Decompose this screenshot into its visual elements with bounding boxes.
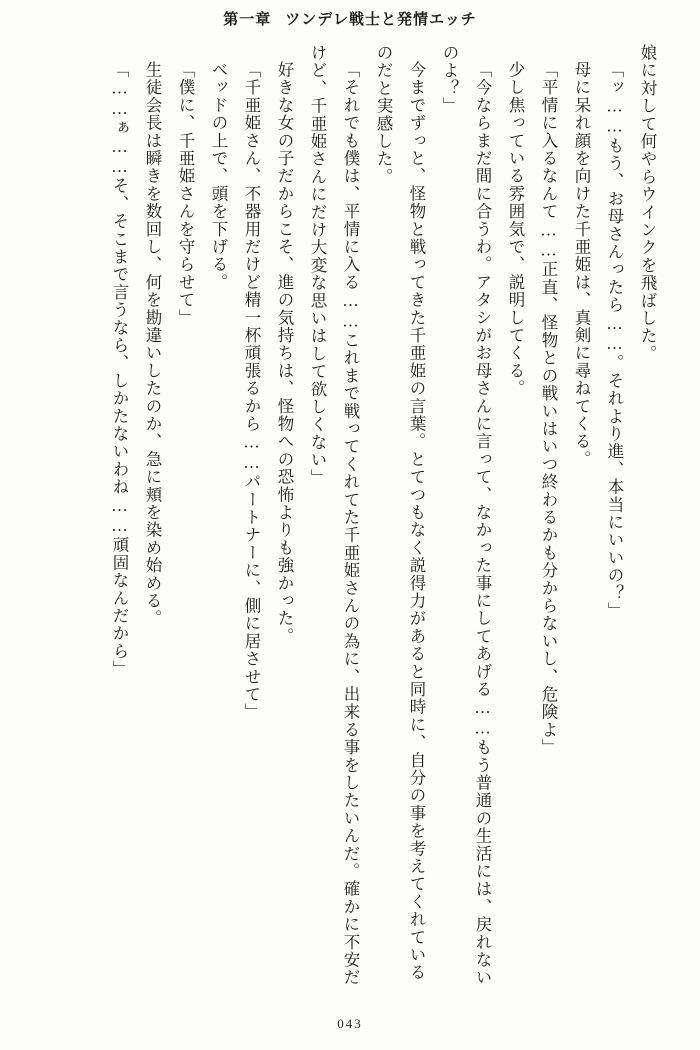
paragraph: ベッドの上で、頭を下げる。: [209, 60, 228, 291]
paragraph: 母に呆れ顔を向けた千亜姫は、真剣に尋ねてくる。: [572, 60, 591, 468]
paragraph: 少し焦っている雰囲気で、説明してくる。: [506, 60, 525, 397]
chapter-title: ツンデレ戦士と発情エッチ: [285, 12, 477, 28]
paragraph: 今までずっと、怪物と戦ってきた千亜姫の言葉。とてつもなく説得力があると同時に、自分の事を考えてくれているのだと実感した。: [374, 44, 426, 981]
paragraph: 娘に対して何やらウインクを飛ばした。: [638, 44, 657, 363]
paragraph: 「千亜姫さん、不器用だけど精一杯頑張るから……パートナーに、側に居させて」: [242, 60, 261, 721]
running-head: [0, 8, 700, 29]
paragraph: 「平情に入るなんて……正直、怪物との戦いはいつ終わるかも分からないし、危険よ」: [539, 60, 558, 756]
header-divider: [40, 30, 660, 31]
chapter-number: 第一章: [223, 12, 272, 28]
paragraph: 「僕に、千亜姫さんを守らせて」: [176, 60, 195, 326]
page-number: 043: [337, 1016, 363, 1031]
paragraph: 「……ぁ……そ、そこまで言うなら、しかたないわね……頑固なんだから」: [110, 60, 129, 678]
paragraph: 「今ならまだ間に合うわ。アタシがお母さんに言って、なかった事にしてあげる……もう普通の生活には、戻れないのよ？」: [440, 44, 492, 986]
paragraph: 生徒会長は瞬きを数回し、何を勘違いしたのか、急に頬を染め始める。: [143, 60, 162, 627]
paragraph: 「ッ……もう、お母さんったら……。それより進、本当にいいの？」: [605, 60, 624, 620]
page-body-text: [60, 44, 664, 994]
paragraph: 好きな女の子だからこそ、進の気持ちは、怪物への恐怖よりも強かった。: [275, 60, 294, 645]
paragraph: 「それでも僕は、平情に入る……これまで戦ってくれてた千亜姫さんの為に、出来る事をしたいんだ。確かに不安だけど、千亜姫さんにだけ大変な思いはして欲しくない」: [308, 44, 360, 986]
